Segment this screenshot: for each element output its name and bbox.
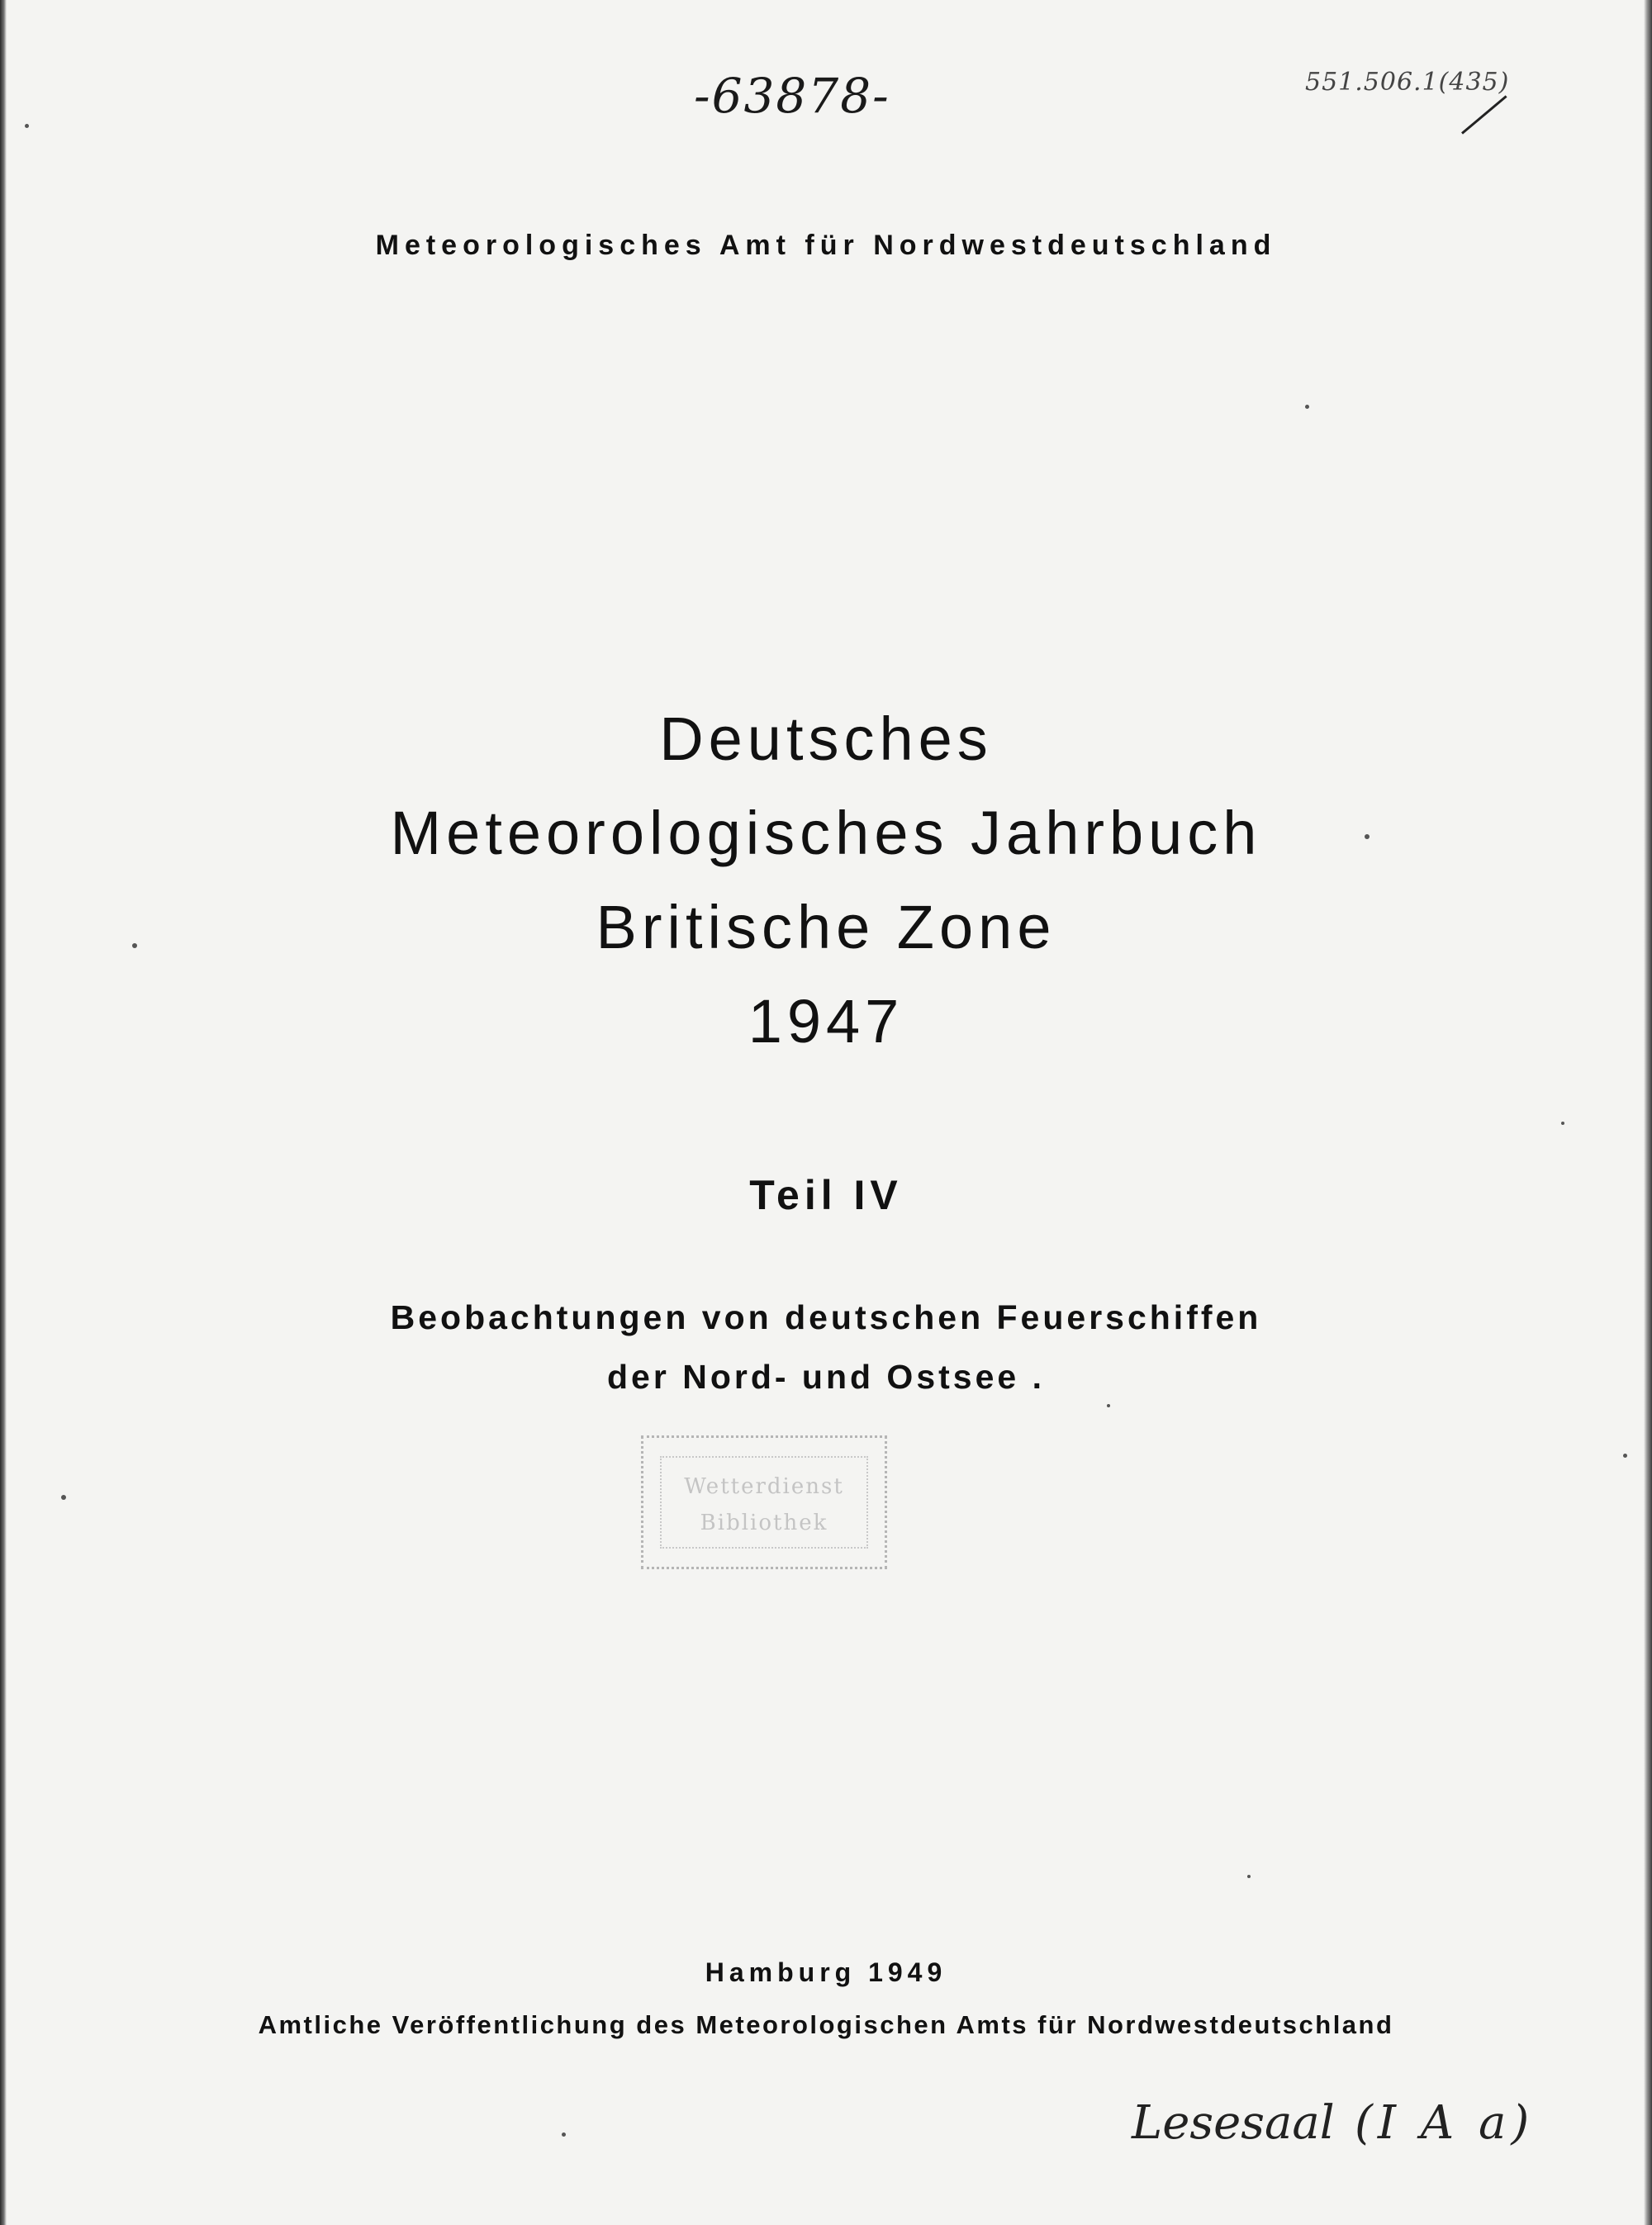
page-edge-left [0, 0, 7, 2225]
inventory-number-handwritten: -63878- [694, 68, 890, 124]
pencil-slash-mark [1461, 95, 1507, 134]
issuer-line: Meteorologisches Amt für Nordwestdeutschland [375, 230, 1277, 261]
scan-speck [25, 124, 29, 128]
scan-speck [1365, 834, 1370, 839]
part-number: Teil IV [749, 1172, 903, 1218]
scan-speck [1305, 405, 1309, 409]
scan-speck [1561, 1122, 1564, 1125]
library-stamp-line-1: Wetterdienst [684, 1474, 844, 1499]
scan-speck [132, 943, 137, 948]
shelf-signature-note-handwritten: (I A a) [1355, 2096, 1535, 2150]
scan-speck [562, 2132, 566, 2137]
title-line-3: Britische Zone [596, 893, 1056, 961]
place-and-year: Hamburg 1949 [705, 1957, 947, 1987]
shelf-signature-handwritten: Lesesaal [1132, 2096, 1335, 2150]
subtitle-line-1: Beobachtungen von deutschen Feuerschiffen [390, 1298, 1262, 1336]
page-edge-right [1644, 0, 1652, 2225]
library-stamp [641, 1435, 887, 1569]
classmark-handwritten: 551.506.1(435) [1305, 68, 1510, 97]
title-line-1: Deutsches [659, 705, 993, 773]
title-year: 1947 [748, 987, 904, 1056]
scan-speck [1623, 1454, 1627, 1458]
title-line-2: Meteorologisches Jahrbuch [390, 799, 1262, 867]
scan-speck [61, 1495, 66, 1500]
library-stamp-line-2: Bibliothek [700, 1511, 828, 1535]
publication-note: Amtliche Veröffentlichung des Meteorologischen Amts für Nordwestdeutschland [258, 2010, 1394, 2039]
subtitle-line-2: der Nord- und Ostsee . [607, 1358, 1045, 1396]
scan-speck [1107, 1404, 1110, 1407]
scan-speck [1247, 1875, 1251, 1878]
